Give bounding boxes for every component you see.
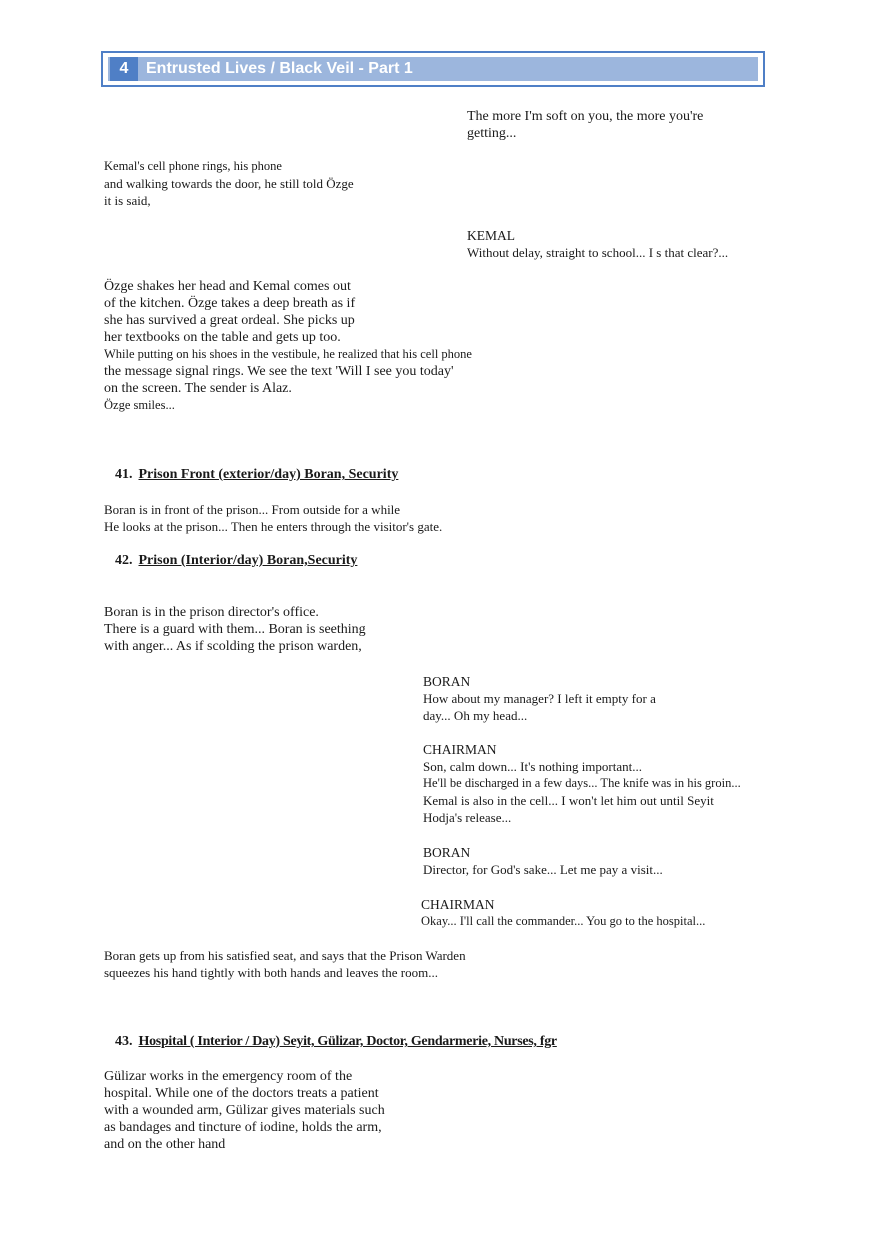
action-kemal-phone xyxy=(104,158,354,209)
text-line: Boran is in the prison director's office. xyxy=(104,605,319,620)
text-line: and on the other hand xyxy=(104,1137,226,1152)
scene-heading-43 xyxy=(115,1034,557,1050)
dialog-block-top xyxy=(467,108,703,142)
text-line: with anger... As if scolding the prison warden, xyxy=(104,639,362,654)
scene-title: Hospital ( Interior / Day) Seyit, Gülizar, Doctor, Gendarmerie, Nurses, fgr xyxy=(138,1034,557,1049)
scene-title: Prison (Interior/day) Boran,Security xyxy=(138,553,358,568)
action-42 xyxy=(104,604,366,655)
action-41 xyxy=(104,501,442,535)
header-bar xyxy=(108,57,758,81)
scene-heading-41 xyxy=(115,467,398,483)
speaker-name: BORAN xyxy=(423,845,471,860)
scene-title: Prison Front (exterior/day) Boran, Security xyxy=(138,467,399,482)
dialog-line: He'll be discharged in a few days... The knife was in his groin... xyxy=(423,776,741,790)
dialog-line: How about my manager? I left it empty for a xyxy=(423,691,656,706)
text-line: her textbooks on the table and gets up too. xyxy=(104,330,341,345)
text-line: He looks at the prison... Then he enters through the visitor's gate. xyxy=(104,519,443,534)
speaker-name: CHAIRMAN xyxy=(421,897,495,912)
text-line: with a wounded arm, Gülizar gives materials such xyxy=(104,1103,385,1118)
text-line: and walking towards the door, he still told Özge xyxy=(104,176,354,191)
page-header xyxy=(101,51,765,87)
text-line: the message signal rings. We see the text 'Will I see you today' xyxy=(104,364,454,379)
speaker-name: CHAIRMAN xyxy=(423,742,497,757)
dialog-kemal xyxy=(467,227,728,261)
speaker-name: BORAN xyxy=(423,674,471,689)
text-line: Boran gets up from his satisfied seat, and says that the Prison Warden xyxy=(104,948,466,963)
text-line: While putting on his shoes in the vestibule, he realized that his cell phone xyxy=(104,347,472,361)
action-boran-gets-up xyxy=(104,947,466,981)
text-line: Kemal's cell phone rings, his phone xyxy=(104,159,282,173)
page-number: 4 xyxy=(110,57,138,81)
scene-number: 42. xyxy=(115,553,133,568)
text-line: Özge smiles... xyxy=(104,398,175,412)
action-43 xyxy=(104,1068,385,1153)
dialog-line: Son, calm down... It's nothing important... xyxy=(423,759,642,774)
document-title: Entrusted Lives / Black Veil - Part 1 xyxy=(146,60,413,77)
dialog-line: Kemal is also in the cell... I won't let him out until Seyit xyxy=(423,793,714,808)
dialog-line: Director, for God's sake... Let me pay a visit... xyxy=(423,862,663,877)
scene-number: 43. xyxy=(115,1034,133,1049)
text-line: getting... xyxy=(467,126,517,141)
text-line: Boran is in front of the prison... From outside for a while xyxy=(104,502,401,517)
scene-heading-42 xyxy=(115,553,357,569)
text-line: Gülizar works in the emergency room of the xyxy=(104,1069,353,1084)
text-line: on the screen. The sender is Alaz. xyxy=(104,381,292,396)
text-line: Özge shakes her head and Kemal comes out xyxy=(104,279,351,294)
action-ozge xyxy=(104,278,472,414)
text-line: squeezes his hand tightly with both hands and leaves the room... xyxy=(104,965,438,980)
dialog-chairman-2 xyxy=(421,896,705,930)
text-line: There is a guard with them... Boran is seething xyxy=(104,622,366,637)
text-line: it is said, xyxy=(104,193,151,208)
dialog-line: day... Oh my head... xyxy=(423,708,528,723)
scene-number: 41. xyxy=(115,467,133,482)
dialog-chairman-1 xyxy=(423,741,741,826)
dialog-line: Without delay, straight to school... I s that clear?... xyxy=(467,245,729,260)
text-line: The more I'm soft on you, the more you're xyxy=(467,109,704,124)
dialog-line: Hodja's release... xyxy=(423,810,512,825)
dialog-boran-1 xyxy=(423,673,656,724)
text-line: she has survived a great ordeal. She picks up xyxy=(104,313,355,328)
text-line: hospital. While one of the doctors treats a patient xyxy=(104,1086,379,1101)
dialog-line: Okay... I'll call the commander... You go to the hospital... xyxy=(421,914,706,928)
dialog-boran-2 xyxy=(423,844,663,878)
text-line: of the kitchen. Özge takes a deep breath as if xyxy=(104,296,356,311)
speaker-name: KEMAL xyxy=(467,228,515,243)
text-line: as bandages and tincture of iodine, holds the arm, xyxy=(104,1120,382,1135)
